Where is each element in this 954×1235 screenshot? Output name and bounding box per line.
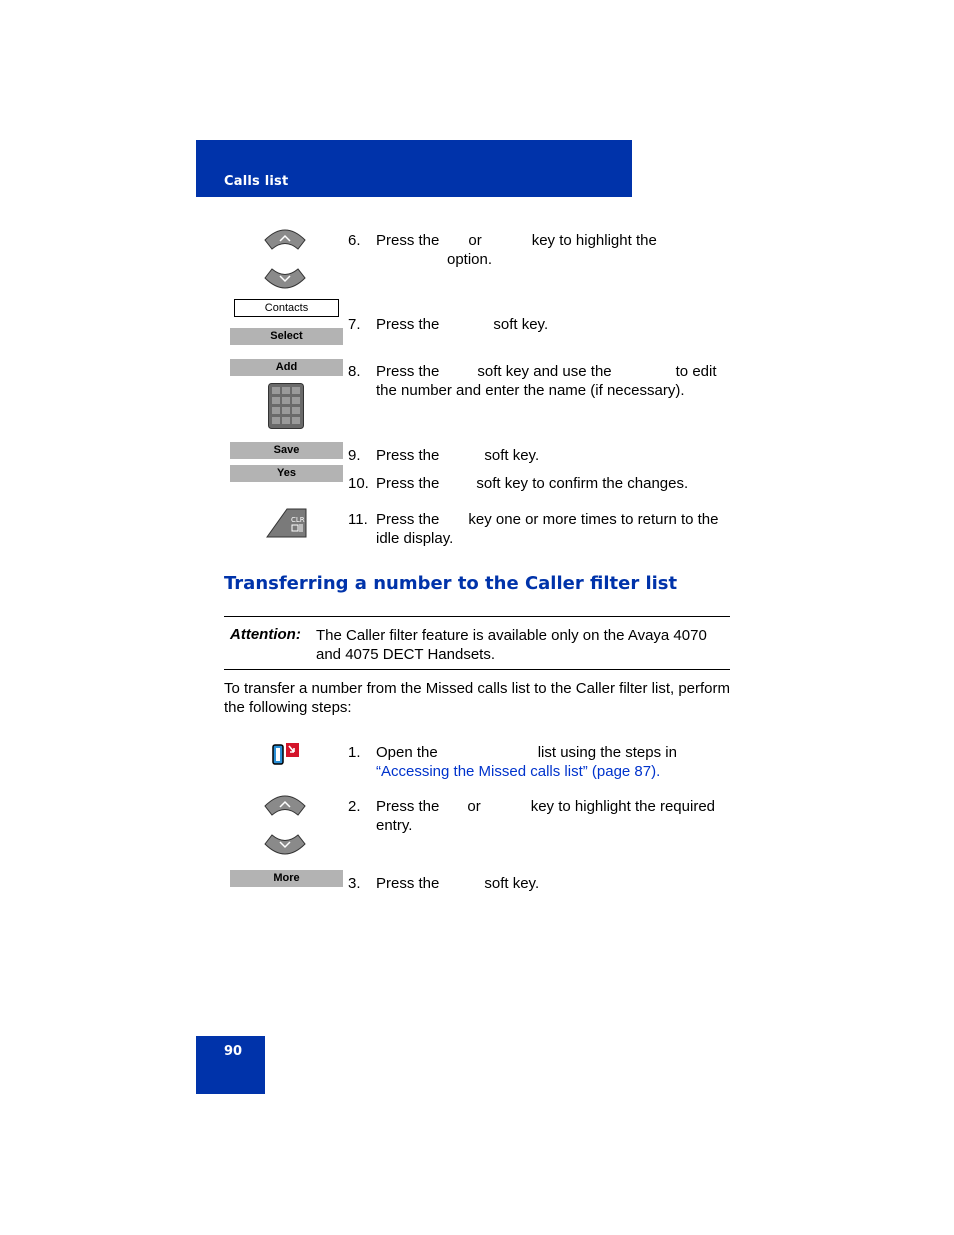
attention-text: The Caller filter feature is available only on the Avaya 4070 and 4075 DECT Handsets. (316, 627, 707, 663)
select-softkey[interactable]: Select (230, 328, 343, 345)
step-11: 11. Press the key one or more times to return to the idle display. (348, 511, 719, 547)
step-8: 8. Press the soft key and use the to edit the number and enter the name (if necessary). (348, 363, 717, 399)
yes-softkey[interactable]: Yes (230, 465, 343, 482)
attention-bottom-rule (224, 669, 730, 670)
intro-paragraph: To transfer a number from the Missed calls list to the Caller filter list, perform the following steps: (224, 680, 731, 716)
calls-list-icon (271, 742, 301, 766)
add-softkey[interactable]: Add (230, 359, 343, 376)
nav-up-key-icon (262, 792, 308, 818)
nav-up-key-icon (262, 226, 308, 252)
missed-calls-link[interactable]: “Accessing the Missed calls list” (page 87). (376, 763, 661, 780)
page-number: 90 (224, 1044, 243, 1059)
save-softkey[interactable]: Save (230, 442, 343, 459)
attention-label: Attention: (230, 626, 301, 643)
page-header-title: Calls list (224, 174, 289, 189)
keypad-icon (268, 383, 304, 429)
clear-key-icon (265, 507, 309, 539)
step-7: 7. Press the soft key. (348, 316, 549, 333)
bottom-step-1: 1. Open the list using the steps in “Accessing the Missed calls list” (page 87). (348, 744, 677, 780)
more-softkey[interactable]: More (230, 870, 343, 887)
bottom-step-3: 3. Press the soft key. (348, 875, 540, 892)
section-title: Transferring a number to the Caller filter list (224, 573, 678, 594)
bottom-step-2: 2. Press the or key to highlight the required entry. (348, 798, 716, 834)
step-9: 9. Press the soft key. (348, 447, 540, 464)
nav-down-key-icon (262, 266, 308, 292)
attention-top-rule (224, 616, 730, 617)
svg-text:CLR: CLR (291, 516, 305, 524)
nav-down-key-icon (262, 832, 308, 858)
step-6: 6. Press the or key to highlight the option. (348, 232, 657, 268)
contacts-display-option: Contacts (234, 299, 339, 317)
step-10: 10. Press the soft key to confirm the changes. (348, 475, 689, 492)
